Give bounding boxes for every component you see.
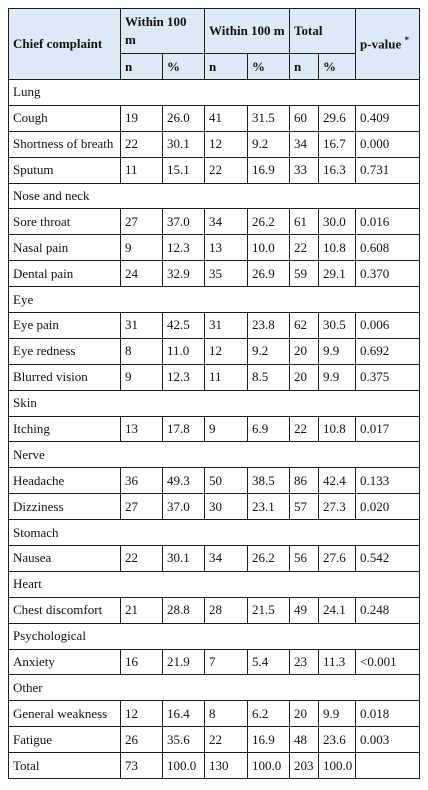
- within-100m-n-cell: 13: [121, 416, 163, 442]
- p-value-cell: 0.018: [356, 701, 420, 727]
- within-100m-n-cell: 22: [121, 546, 163, 572]
- within-100m-n-cell: 21: [121, 597, 163, 623]
- total-n-cell: 86: [290, 468, 319, 494]
- total-pct-cell: 9.9: [319, 364, 356, 390]
- within-100m-n-cell: 73: [121, 753, 163, 779]
- subheader-pct: %: [163, 54, 205, 80]
- header-within-100m-1: Within 100 m: [121, 9, 205, 54]
- total-pct-cell: 24.1: [319, 597, 356, 623]
- within-100m-2-n-cell: 34: [205, 209, 248, 235]
- within-100m-2-n-cell: 50: [205, 468, 248, 494]
- table-row: [9, 261, 420, 287]
- subheader-n: n: [121, 54, 163, 80]
- total-pct-cell: 30.5: [319, 313, 356, 339]
- section-label: Lung: [9, 80, 420, 106]
- p-value-cell: 0.731: [356, 157, 420, 183]
- section-row: [9, 675, 420, 701]
- table-row: [9, 313, 420, 339]
- within-100m-2-n-cell: 8: [205, 701, 248, 727]
- within-100m-pct-cell: 37.0: [163, 209, 205, 235]
- p-value-cell: [356, 753, 420, 779]
- p-value-cell: 0.542: [356, 546, 420, 572]
- table-body: [9, 80, 420, 779]
- complaint-label: Dental pain: [9, 261, 121, 287]
- table-header: [9, 9, 420, 80]
- p-value-cell: <0.001: [356, 649, 420, 675]
- total-pct-cell: 42.4: [319, 468, 356, 494]
- within-100m-2-pct-cell: 5.4: [248, 649, 290, 675]
- total-n-cell: 22: [290, 235, 319, 261]
- p-value-cell: 0.608: [356, 235, 420, 261]
- total-n-cell: 23: [290, 649, 319, 675]
- total-n-cell: 48: [290, 727, 319, 753]
- within-100m-pct-cell: 21.9: [163, 649, 205, 675]
- table-row: [9, 131, 420, 157]
- table-row: [9, 157, 420, 183]
- table-row: [9, 649, 420, 675]
- p-value-cell: 0.000: [356, 131, 420, 157]
- table-row: [9, 727, 420, 753]
- within-100m-2-pct-cell: 21.5: [248, 597, 290, 623]
- complaint-label: Sputum: [9, 157, 121, 183]
- total-pct-cell: 100.0: [319, 753, 356, 779]
- within-100m-2-n-cell: 7: [205, 649, 248, 675]
- within-100m-pct-cell: 11.0: [163, 338, 205, 364]
- within-100m-2-n-cell: 34: [205, 546, 248, 572]
- total-pct-cell: 10.8: [319, 416, 356, 442]
- within-100m-2-n-cell: 12: [205, 338, 248, 364]
- header-within-100m-2: Within 100 m: [205, 9, 290, 54]
- p-value-footnote-marker: *: [404, 35, 409, 46]
- p-value-cell: 0.248: [356, 597, 420, 623]
- within-100m-pct-cell: 15.1: [163, 157, 205, 183]
- section-label: Other: [9, 675, 420, 701]
- complaint-table: [8, 8, 420, 779]
- within-100m-2-n-cell: 13: [205, 235, 248, 261]
- table-row: [9, 105, 420, 131]
- within-100m-pct-cell: 26.0: [163, 105, 205, 131]
- p-value-cell: 0.370: [356, 261, 420, 287]
- total-n-cell: 62: [290, 313, 319, 339]
- total-pct-cell: 29.1: [319, 261, 356, 287]
- total-pct-cell: 30.0: [319, 209, 356, 235]
- within-100m-2-n-cell: 11: [205, 364, 248, 390]
- within-100m-2-pct-cell: 10.0: [248, 235, 290, 261]
- subheader-pct: %: [248, 54, 290, 80]
- complaint-label: Itching: [9, 416, 121, 442]
- within-100m-2-pct-cell: 9.2: [248, 131, 290, 157]
- within-100m-pct-cell: 100.0: [163, 753, 205, 779]
- p-value-label: p-value: [360, 36, 402, 52]
- within-100m-pct-cell: 49.3: [163, 468, 205, 494]
- total-n-cell: 34: [290, 131, 319, 157]
- within-100m-2-pct-cell: 26.2: [248, 209, 290, 235]
- total-n-cell: 60: [290, 105, 319, 131]
- within-100m-2-pct-cell: 16.9: [248, 727, 290, 753]
- section-row: [9, 442, 420, 468]
- within-100m-n-cell: 11: [121, 157, 163, 183]
- total-pct-cell: 9.9: [319, 338, 356, 364]
- total-pct-cell: 29.6: [319, 105, 356, 131]
- table-row: [9, 364, 420, 390]
- within-100m-2-pct-cell: 16.9: [248, 157, 290, 183]
- within-100m-n-cell: 9: [121, 364, 163, 390]
- p-value-cell: 0.133: [356, 468, 420, 494]
- within-100m-pct-cell: 35.6: [163, 727, 205, 753]
- section-row: [9, 520, 420, 546]
- header-p-value: [356, 9, 420, 80]
- complaint-label: Blurred vision: [9, 364, 121, 390]
- within-100m-pct-cell: 12.3: [163, 235, 205, 261]
- within-100m-2-pct-cell: 38.5: [248, 468, 290, 494]
- section-label: Stomach: [9, 520, 420, 546]
- p-value-cell: 0.017: [356, 416, 420, 442]
- table-row: [9, 701, 420, 727]
- section-label: Eye: [9, 287, 420, 313]
- complaint-label: Headache: [9, 468, 121, 494]
- table-row: [9, 338, 420, 364]
- within-100m-2-pct-cell: 6.9: [248, 416, 290, 442]
- within-100m-n-cell: 22: [121, 131, 163, 157]
- within-100m-pct-cell: 17.8: [163, 416, 205, 442]
- total-n-cell: 22: [290, 416, 319, 442]
- section-label: Psychological: [9, 623, 420, 649]
- within-100m-pct-cell: 12.3: [163, 364, 205, 390]
- total-n-cell: 20: [290, 701, 319, 727]
- complaint-label: Shortness of breath: [9, 131, 121, 157]
- within-100m-n-cell: 24: [121, 261, 163, 287]
- p-value-cell: 0.692: [356, 338, 420, 364]
- section-label: Heart: [9, 571, 420, 597]
- section-row: [9, 623, 420, 649]
- total-pct-cell: 23.6: [319, 727, 356, 753]
- table-row: [9, 209, 420, 235]
- total-n-cell: 20: [290, 364, 319, 390]
- within-100m-n-cell: 19: [121, 105, 163, 131]
- within-100m-n-cell: 27: [121, 494, 163, 520]
- table-row: [9, 546, 420, 572]
- total-pct-cell: 27.3: [319, 494, 356, 520]
- complaint-label: Eye redness: [9, 338, 121, 364]
- within-100m-n-cell: 26: [121, 727, 163, 753]
- p-value-cell: 0.375: [356, 364, 420, 390]
- within-100m-2-pct-cell: 23.8: [248, 313, 290, 339]
- table-row: [9, 753, 420, 779]
- total-n-cell: 203: [290, 753, 319, 779]
- complaint-label: Chest discomfort: [9, 597, 121, 623]
- within-100m-n-cell: 12: [121, 701, 163, 727]
- p-value-cell: 0.003: [356, 727, 420, 753]
- within-100m-pct-cell: 28.8: [163, 597, 205, 623]
- complaint-label: General weakness: [9, 701, 121, 727]
- within-100m-2-pct-cell: 23.1: [248, 494, 290, 520]
- table-row: [9, 416, 420, 442]
- complaint-label: Total: [9, 753, 121, 779]
- complaint-label: Anxiety: [9, 649, 121, 675]
- total-pct-cell: 9.9: [319, 701, 356, 727]
- section-row: [9, 183, 420, 209]
- within-100m-n-cell: 8: [121, 338, 163, 364]
- within-100m-pct-cell: 32.9: [163, 261, 205, 287]
- within-100m-2-n-cell: 31: [205, 313, 248, 339]
- within-100m-2-pct-cell: 26.9: [248, 261, 290, 287]
- within-100m-n-cell: 27: [121, 209, 163, 235]
- within-100m-pct-cell: 42.5: [163, 313, 205, 339]
- within-100m-2-n-cell: 22: [205, 157, 248, 183]
- within-100m-2-n-cell: 30: [205, 494, 248, 520]
- within-100m-pct-cell: 37.0: [163, 494, 205, 520]
- p-value-cell: 0.006: [356, 313, 420, 339]
- header-total: Total: [290, 9, 356, 54]
- header-chief-complaint: Chief complaint: [9, 9, 121, 80]
- section-label: Nerve: [9, 442, 420, 468]
- within-100m-n-cell: 16: [121, 649, 163, 675]
- total-n-cell: 59: [290, 261, 319, 287]
- complaint-label: Nausea: [9, 546, 121, 572]
- within-100m-2-pct-cell: 31.5: [248, 105, 290, 131]
- within-100m-2-n-cell: 9: [205, 416, 248, 442]
- section-row: [9, 80, 420, 106]
- subheader-pct: %: [319, 54, 356, 80]
- table-row: [9, 597, 420, 623]
- within-100m-pct-cell: 30.1: [163, 131, 205, 157]
- total-n-cell: 56: [290, 546, 319, 572]
- p-value-cell: 0.016: [356, 209, 420, 235]
- total-n-cell: 33: [290, 157, 319, 183]
- section-row: [9, 287, 420, 313]
- within-100m-2-n-cell: 12: [205, 131, 248, 157]
- complaint-label: Fatigue: [9, 727, 121, 753]
- total-n-cell: 20: [290, 338, 319, 364]
- complaint-label: Eye pain: [9, 313, 121, 339]
- within-100m-2-pct-cell: 100.0: [248, 753, 290, 779]
- total-pct-cell: 16.7: [319, 131, 356, 157]
- table-row: [9, 468, 420, 494]
- within-100m-2-n-cell: 28: [205, 597, 248, 623]
- total-pct-cell: 10.8: [319, 235, 356, 261]
- total-n-cell: 49: [290, 597, 319, 623]
- table-row: [9, 494, 420, 520]
- within-100m-2-pct-cell: 9.2: [248, 338, 290, 364]
- complaint-label: Sore throat: [9, 209, 121, 235]
- complaint-label: Dizziness: [9, 494, 121, 520]
- within-100m-n-cell: 31: [121, 313, 163, 339]
- within-100m-n-cell: 9: [121, 235, 163, 261]
- section-row: [9, 390, 420, 416]
- total-n-cell: 57: [290, 494, 319, 520]
- p-value-cell: 0.409: [356, 105, 420, 131]
- within-100m-2-n-cell: 35: [205, 261, 248, 287]
- subheader-n: n: [290, 54, 319, 80]
- within-100m-2-n-cell: 130: [205, 753, 248, 779]
- within-100m-2-n-cell: 41: [205, 105, 248, 131]
- total-n-cell: 61: [290, 209, 319, 235]
- complaint-label: Nasal pain: [9, 235, 121, 261]
- within-100m-pct-cell: 30.1: [163, 546, 205, 572]
- table-row: [9, 235, 420, 261]
- within-100m-2-pct-cell: 6.2: [248, 701, 290, 727]
- complaint-label: Cough: [9, 105, 121, 131]
- within-100m-2-n-cell: 22: [205, 727, 248, 753]
- total-pct-cell: 27.6: [319, 546, 356, 572]
- section-row: [9, 571, 420, 597]
- section-label: Nose and neck: [9, 183, 420, 209]
- section-label: Skin: [9, 390, 420, 416]
- subheader-n: n: [205, 54, 248, 80]
- within-100m-n-cell: 36: [121, 468, 163, 494]
- total-pct-cell: 16.3: [319, 157, 356, 183]
- total-pct-cell: 11.3: [319, 649, 356, 675]
- within-100m-pct-cell: 16.4: [163, 701, 205, 727]
- within-100m-2-pct-cell: 26.2: [248, 546, 290, 572]
- p-value-cell: 0.020: [356, 494, 420, 520]
- within-100m-2-pct-cell: 8.5: [248, 364, 290, 390]
